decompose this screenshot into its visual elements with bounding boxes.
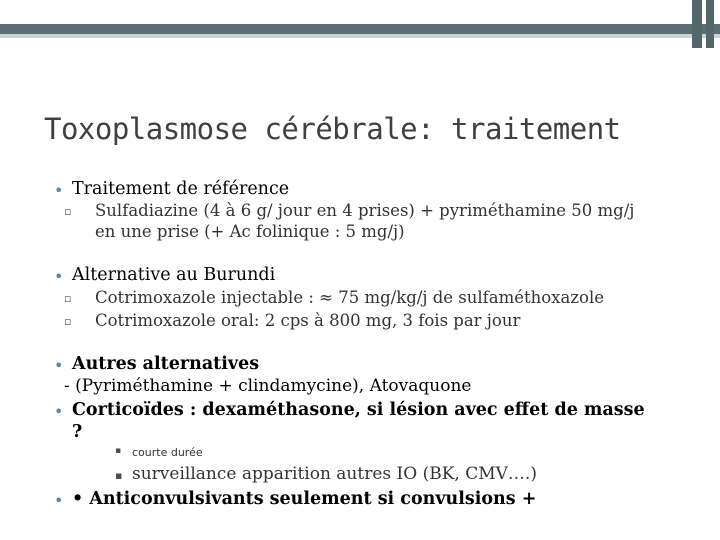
slide-header-bar <box>0 24 720 34</box>
bullet-icon: • <box>54 267 64 286</box>
corner-accent <box>692 0 702 48</box>
slide-header-underline <box>0 34 720 38</box>
section-heading: Autres alternatives <box>72 354 260 374</box>
list-item-continuation: en une prise (+ Ac folinique : 5 mg/j) <box>95 222 405 241</box>
section-heading: Alternative au Burundi <box>72 265 276 285</box>
list-item: Cotrimoxazole injectable : ≈ 75 mg/kg/j de sulfaméthoxazole <box>95 288 604 307</box>
section-heading: Corticoïdes : dexaméthasone, si lésion avec effet de masse <box>72 400 645 420</box>
section-heading: Traitement de référence <box>72 179 290 199</box>
bullet-icon: • <box>54 402 64 421</box>
corner-accent <box>706 0 714 48</box>
small-square-bullet-icon: ▪ <box>115 446 122 456</box>
section-text: - (Pyriméthamine + clindamycine), Atovaquone <box>64 376 472 396</box>
list-item: Sulfadiazine (4 à 6 g/ jour en 4 prises) + pyriméthamine 50 mg/j <box>95 201 635 220</box>
section-heading: • Anticonvulsivants seulement si convulsions + <box>72 489 537 509</box>
list-item: Cotrimoxazole oral: 2 cps à 800 mg, 3 fois par jour <box>95 311 521 330</box>
list-item: surveillance apparition autres IO (BK, CMV….) <box>132 464 537 484</box>
bullet-icon: • <box>54 181 64 200</box>
slide-title: Toxoplasmose cérébrale: traitement <box>44 112 621 146</box>
small-square-bullet-icon: ▪ <box>115 469 123 482</box>
square-bullet-icon: ▫ <box>64 292 72 305</box>
square-bullet-icon: ▫ <box>64 205 72 218</box>
slide-header-background <box>0 0 720 24</box>
bullet-icon: • <box>54 491 64 510</box>
section-heading-continuation: ? <box>72 422 83 442</box>
list-item: courte durée <box>132 446 203 459</box>
bullet-icon: • <box>54 356 64 375</box>
square-bullet-icon: ▫ <box>64 315 72 328</box>
